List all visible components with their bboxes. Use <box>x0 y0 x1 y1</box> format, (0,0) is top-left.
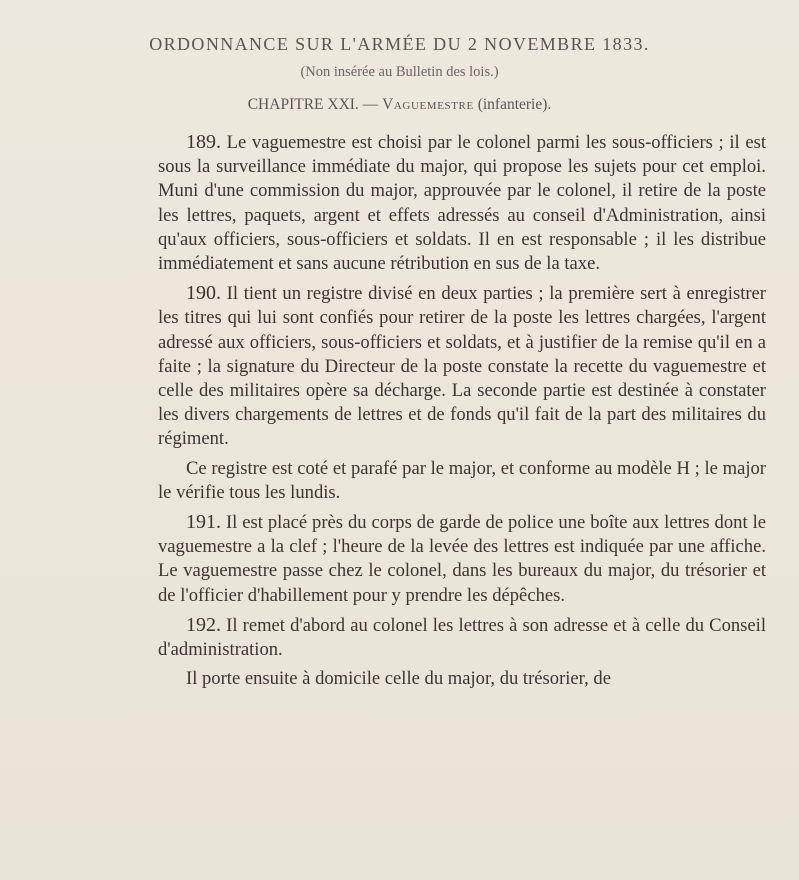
article-text: Le vaguemestre est choisi par le colonel parmi les sous-officiers ; il est sous la surveillance immédiate du major, qui propose les sujets pour cet emploi. Muni d'une commission du major, approuvée par le colonel, il retire de la poste les lettres, paquets, argent et effets adressés au conseil d'Administration, ainsi qu'aux officiers, sous-officiers et soldats. Il en est responsable ; il les distribue immédiatement et sans aucune rétribution en sus de la taxe. <box>158 132 766 275</box>
chapter-name: Vaguemestre <box>382 96 474 113</box>
article-192-continued <box>158 667 766 691</box>
article-number: 191. <box>186 511 221 534</box>
article-text: Il tient un registre divisé en deux parties ; la première sert à enregistrer les titres qui lui sont confiés pour retirer de la poste les lettres chargées, l'argent adressé aux officiers, sous-officiers et soldats, et à justifier de la remise qu'il en a faite ; la signature du Directeur de la poste constate la recette du vaguemestre et celle des militaires opère sa décharge. La seconde partie est destinée à constater les divers chargements de lettres et de fonds qu'il fait de la part des militaires du régiment. <box>158 283 766 450</box>
chapter-suffix: (infanterie). <box>473 96 552 113</box>
article-text: Il est placé près du corps de garde de police une boîte aux lettres dont le vaguemestre a la clef ; l'heure de la levée des lettres est indiquée par une affiche. Le vaguemestre passe chez le colonel, dans les bureaux du major, du trésorier et de l'officier d'habillement pour y prendre les dépêches. <box>158 512 766 606</box>
article-190-continued <box>158 457 766 505</box>
article-text: Ce registre est coté et parafé par le major, et conforme au modèle H ; le major le vérifie tous les lundis. <box>158 457 766 503</box>
article-number: 190. <box>186 282 221 305</box>
page-subtitle: (Non insérée au Bulletin des lois.) <box>300 64 499 80</box>
chapter-heading <box>0 96 799 114</box>
article-text: Il remet d'abord au colonel les lettres à son adresse et à celle du Conseil d'administration. <box>158 614 766 661</box>
chapter-prefix: CHAPITRE XXI. — <box>247 96 383 113</box>
article-body <box>158 130 766 696</box>
article-191 <box>158 510 766 608</box>
article-number: 189. <box>186 131 221 153</box>
page-header-title: ORDONNANCE SUR L'ARMÉE DU 2 NOVEMBRE 1833. <box>149 34 650 54</box>
article-number: 192. <box>186 613 221 636</box>
article-189 <box>158 130 766 276</box>
article-192 <box>158 613 766 662</box>
article-190 <box>158 281 766 451</box>
article-text: Il porte ensuite à domicile celle du major, du trésorier, de <box>186 668 611 690</box>
